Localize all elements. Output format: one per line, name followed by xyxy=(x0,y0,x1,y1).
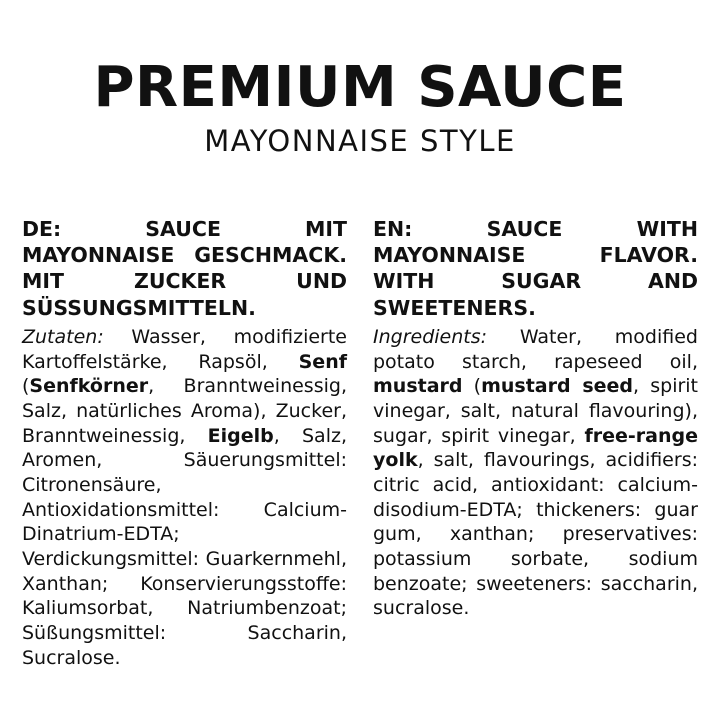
german-ingredients-part-2: ( xyxy=(22,375,30,398)
column-english xyxy=(371,216,698,621)
english-ingredients-part-3: , spirit vinegar, salt, natural flavouring), sugar, spirit vinegar, xyxy=(373,375,699,447)
english-ingredients-part-1: Water, modified potato starch, rapeseed oil, xyxy=(373,325,698,373)
product-subtitle: MAYONNAISE STYLE xyxy=(204,124,516,158)
ingredients-columns xyxy=(18,216,702,671)
german-product-description: DE: SAUCE MIT MAYONNAISE GESCHMACK. MIT ZUCKER UND SÜSSUNGSMITTELN. xyxy=(22,216,347,320)
english-ingredients-part-2: ( xyxy=(462,375,482,398)
english-allergen-egg-yolk: free-range yolk xyxy=(373,424,698,472)
german-ingredients-part-3: , Branntweinessig, Salz, natürliches Aroma), Zucker, Branntweinessig, xyxy=(22,375,347,447)
english-ingredients-label: Ingredients: xyxy=(373,325,488,348)
german-ingredients-label: Zutaten: xyxy=(22,325,104,348)
english-allergen-mustard: mustard xyxy=(373,375,463,398)
page-title: PREMIUM SAUCE xyxy=(93,55,627,120)
german-ingredients-part-4: , Salz, Aromen, Säuerungsmittel: Citronensäure, Antioxidationsmittel: Calcium-Dinatrium-EDTA; Verdickungsmittel: Guarkernmehl, Xanthan; Konservierungsstoffe: Kaliumsorbat, Natriumbenzoat; Süßungsmittel: Saccharin, Sucralose. xyxy=(22,424,347,669)
english-ingredients-text xyxy=(373,325,698,621)
english-allergen-mustard-seed: mustard seed xyxy=(481,375,634,398)
column-german xyxy=(22,216,349,671)
english-ingredients-part-4: , salt, flavourings, acidifiers: citric acid, antioxidant: calcium-disodium-EDTA; thickeners: guar gum, xanthan; preservatives: potassium sorbate, sodium benzoate; sweeteners: saccharin, sucralose. xyxy=(373,449,698,620)
german-allergen-egg-yolk: Eigelb xyxy=(207,424,274,447)
german-allergen-mustard-seed: Senfkörner xyxy=(29,375,149,398)
english-product-description: EN: SAUCE WITH MAYONNAISE FLAVOR. WITH SUGAR AND SWEETENERS. xyxy=(373,216,698,320)
german-allergen-mustard: Senf xyxy=(298,350,347,373)
german-ingredients-text xyxy=(22,325,347,671)
german-ingredients-part-1: Wasser, modifizierte Kartoffelstärke, Rapsöl, xyxy=(22,325,347,373)
